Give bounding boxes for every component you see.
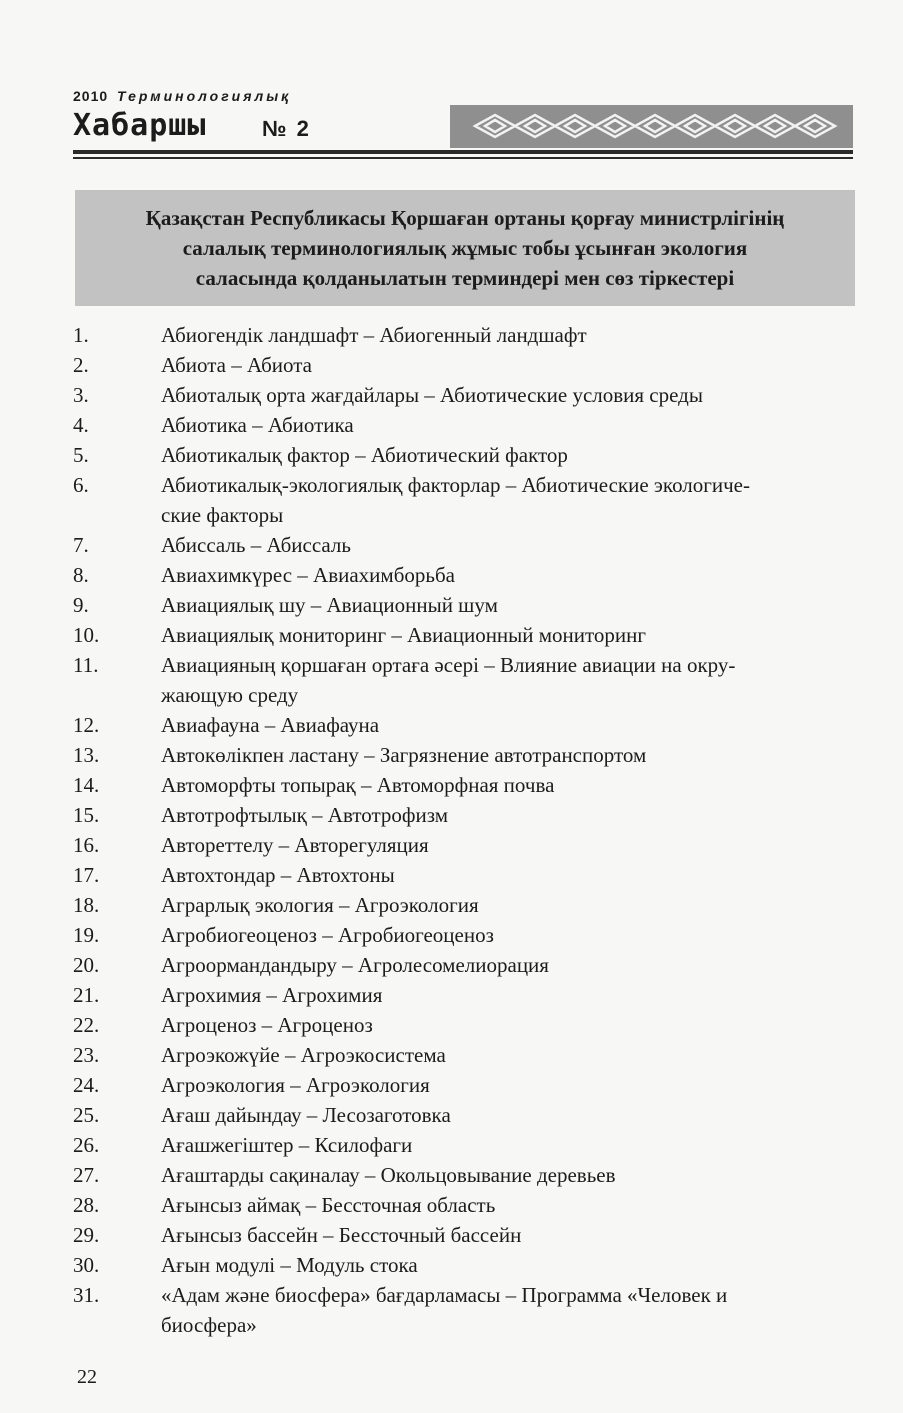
header-year: 2010: [73, 88, 109, 104]
term-row: [73, 1130, 863, 1160]
term-row: [73, 800, 863, 830]
term-text: Автоморфты топырақ – Автоморфная почва: [161, 773, 555, 797]
term-row: [73, 770, 863, 800]
term-number: 10.: [73, 623, 100, 647]
term-text: Ағашжегіштер – Ксилофаги: [161, 1133, 413, 1157]
header-rule-thin: [73, 157, 853, 159]
term-row: [73, 1220, 863, 1250]
header-series: [73, 88, 291, 104]
term-number: 22.: [73, 1013, 100, 1037]
term-row: [73, 380, 863, 410]
term-text: Агрохимия – Агрохимия: [161, 983, 383, 1007]
term-number: 4.: [73, 413, 89, 437]
term-text: Агроормандандыру – Агролесомелиорация: [161, 953, 549, 977]
term-number: 16.: [73, 833, 100, 857]
header-rule-thick: [73, 150, 853, 154]
term-number: 5.: [73, 443, 89, 467]
term-text: Агроэкология – Агроэкология: [161, 1073, 430, 1097]
term-text: Абиогендік ландшафт – Абиогенный ландшафт: [161, 323, 587, 347]
term-text: Автотрофтылық – Автотрофизм: [161, 803, 449, 827]
term-row: [73, 680, 863, 710]
term-number: 1.: [73, 323, 89, 347]
term-number: 25.: [73, 1103, 100, 1127]
term-row: [73, 740, 863, 770]
term-text: биосфера»: [161, 1313, 257, 1337]
term-row: [73, 350, 863, 380]
term-text: Авиахимкүрес – Авиахимборьба: [161, 563, 455, 587]
term-row: [73, 440, 863, 470]
header-ornament-band: [450, 105, 853, 148]
header-issue: № 2: [262, 116, 311, 141]
term-text: Авиациялық шу – Авиационный шум: [161, 593, 498, 617]
term-number: 15.: [73, 803, 100, 827]
term-row: [73, 470, 863, 500]
term-number: 18.: [73, 893, 100, 917]
term-row: [73, 710, 863, 740]
term-number: 29.: [73, 1223, 100, 1247]
term-text: жающую среду: [161, 683, 299, 707]
term-number: 11.: [73, 653, 99, 677]
term-number: [73, 1310, 161, 1340]
term-number: 9.: [73, 593, 89, 617]
term-number: 30.: [73, 1253, 100, 1277]
term-number: 24.: [73, 1073, 100, 1097]
term-text: Ағаш дайындау – Лесозаготовка: [161, 1103, 451, 1127]
term-row: [73, 590, 863, 620]
section-title-line: Қазақстан Республикасы Қоршаған ортаны қорғау министрлігінің: [145, 206, 785, 230]
term-row: [73, 320, 863, 350]
term-row: [73, 1190, 863, 1220]
section-title-line: саласында қолданылатын терминдері мен сөз тіркестері: [195, 266, 735, 290]
term-text: Ағаштарды сақиналау – Окольцовывание деревьев: [161, 1163, 616, 1187]
term-row: [73, 890, 863, 920]
term-text: Абиотика – Абиотика: [161, 413, 354, 437]
term-text: Абиотикалық фактор – Абиотический фактор: [161, 443, 568, 467]
term-number: 14.: [73, 773, 100, 797]
header-title: Хабаршы: [73, 108, 207, 143]
term-row: [73, 860, 863, 890]
term-row: [73, 620, 863, 650]
term-number: 26.: [73, 1133, 100, 1157]
section-title: [75, 203, 855, 293]
term-text: Абиоталық орта жағдайлары – Абиотические условия среды: [161, 383, 703, 407]
term-text: Авиациялық мониторинг – Авиационный мониторинг: [161, 623, 647, 647]
term-number: 7.: [73, 533, 89, 557]
term-row: [73, 950, 863, 980]
term-row: [73, 1040, 863, 1070]
term-number: 3.: [73, 383, 89, 407]
term-number: 2.: [73, 353, 89, 377]
term-text: Автореттелу – Авторегуляция: [161, 833, 429, 857]
term-number: 23.: [73, 1043, 100, 1067]
term-row: [73, 980, 863, 1010]
section-title-box: [75, 190, 855, 306]
term-text: Автокөлікпен ластану – Загрязнение автотранспортом: [161, 743, 647, 767]
term-row: [73, 1310, 863, 1340]
term-number: [73, 680, 161, 710]
term-number: 19.: [73, 923, 100, 947]
term-row: [73, 1250, 863, 1280]
term-number: 28.: [73, 1193, 100, 1217]
term-text: Аграрлық экология – Агроэкология: [161, 893, 479, 917]
term-row: [73, 1280, 863, 1310]
term-row: [73, 1100, 863, 1130]
term-text: ские факторы: [161, 503, 284, 527]
section-title-line: салалық терминологиялық жұмыс тобы ұсынған экология: [182, 236, 748, 260]
term-text: Агроэкожүйе – Агроэкосистема: [161, 1043, 446, 1067]
page-number: 22: [77, 1366, 97, 1388]
term-text: Авиафауна – Авиафауна: [161, 713, 380, 737]
term-text: Абиотикалық-экологиялық факторлар – Абиотические экологиче-: [161, 473, 750, 497]
term-text: «Адам және биосфера» бағдарламасы – Программа «Человек и: [161, 1283, 728, 1307]
term-number: 31.: [73, 1283, 100, 1307]
term-text: Абиота – Абиота: [161, 353, 312, 377]
term-number: 13.: [73, 743, 100, 767]
term-text: Ағынсыз аймақ – Бессточная область: [161, 1193, 496, 1217]
term-number: 20.: [73, 953, 100, 977]
term-list: [73, 320, 863, 1340]
term-row: [73, 560, 863, 590]
header-series-name: Терминологиялық: [117, 88, 292, 104]
term-number: 8.: [73, 563, 89, 587]
term-text: Ағынсыз бассейн – Бессточный бассейн: [161, 1223, 522, 1247]
term-row: [73, 920, 863, 950]
term-number: 21.: [73, 983, 100, 1007]
term-number: 12.: [73, 713, 100, 737]
term-number: 27.: [73, 1163, 100, 1187]
term-number: 17.: [73, 863, 100, 887]
term-row: [73, 1010, 863, 1040]
term-text: Авиацияның қоршаған ортаға әсері – Влияние авиации на окру-: [161, 653, 736, 677]
term-row: [73, 500, 863, 530]
term-row: [73, 650, 863, 680]
term-row: [73, 530, 863, 560]
term-number: 6.: [73, 473, 89, 497]
term-text: Автохтондар – Автохтоны: [161, 863, 395, 887]
term-row: [73, 1160, 863, 1190]
term-text: Агробиогеоценоз – Агробиогеоценоз: [161, 923, 494, 947]
term-row: [73, 1070, 863, 1100]
term-row: [73, 410, 863, 440]
term-number: [73, 500, 161, 530]
term-row: [73, 830, 863, 860]
term-text: Абиссаль – Абиссаль: [161, 533, 351, 557]
term-text: Ағын модулі – Модуль стока: [161, 1253, 418, 1277]
term-text: Агроценоз – Агроценоз: [161, 1013, 373, 1037]
ornament-pattern-icon: [470, 111, 840, 141]
